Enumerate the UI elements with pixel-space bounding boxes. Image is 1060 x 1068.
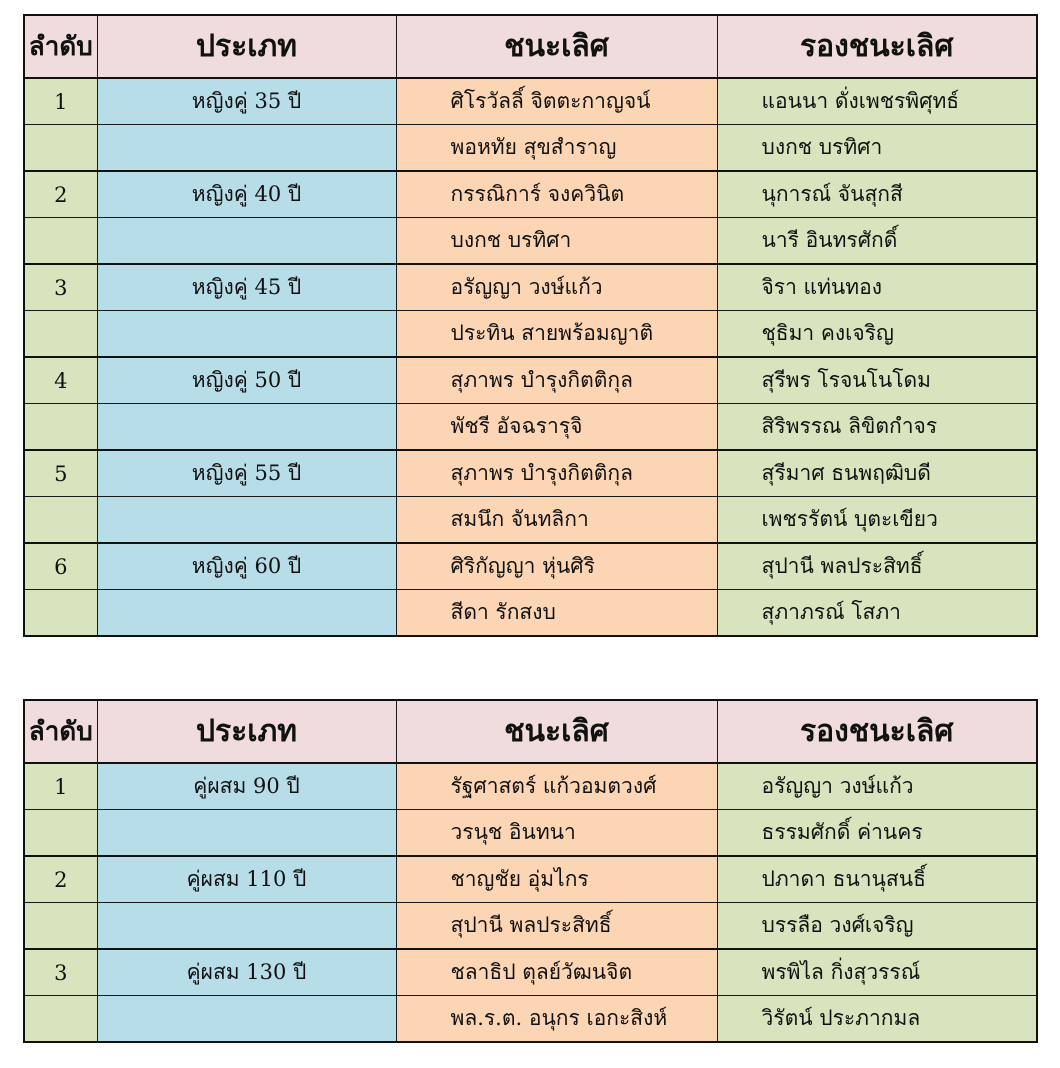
winner-cell: พอหทัย สุขสำราญ [396, 125, 717, 172]
runner-up-cell: นารี อินทรศักดิ์ [717, 218, 1037, 265]
category-cell [97, 125, 396, 172]
category-cell: คู่ผสม 90 ปี [97, 763, 396, 810]
table-row [24, 590, 1037, 637]
table-row [24, 763, 1037, 810]
table-body [24, 763, 1037, 1042]
header-row [24, 700, 1037, 763]
winner-cell: บงกช บรทิศา [396, 218, 717, 265]
order-cell: 3 [24, 264, 97, 311]
table-row [24, 497, 1037, 544]
order-cell [24, 218, 97, 265]
order-cell: 5 [24, 450, 97, 497]
winner-cell: รัฐศาสตร์ แก้วอมตวงศ์ [396, 763, 717, 810]
table-row [24, 450, 1037, 497]
category-cell: คู่ผสม 110 ปี [97, 856, 396, 903]
table-row [24, 125, 1037, 172]
order-cell [24, 404, 97, 451]
category-cell: หญิงคู่ 40 ปี [97, 171, 396, 218]
winner-cell: พัชรี อัจฉรารุจิ [396, 404, 717, 451]
order-cell: 6 [24, 543, 97, 590]
winner-cell: ชาญชัย อุ่มไกร [396, 856, 717, 903]
runner-up-cell: จิรา แท่นทอง [717, 264, 1037, 311]
category-cell [97, 311, 396, 358]
category-cell [97, 996, 396, 1043]
order-cell: 2 [24, 171, 97, 218]
table-row [24, 543, 1037, 590]
header-order: ลำดับ [24, 700, 97, 763]
order-cell [24, 311, 97, 358]
category-cell: หญิงคู่ 55 ปี [97, 450, 396, 497]
header-order: ลำดับ [24, 15, 97, 78]
winner-cell: สมนึก จันทลิกา [396, 497, 717, 544]
table-row [24, 404, 1037, 451]
order-cell [24, 903, 97, 950]
order-cell: 1 [24, 78, 97, 125]
winner-cell: พล.ร.ต. อนุกร เอกะสิงห์ [396, 996, 717, 1043]
runner-up-cell: บรรลือ วงศ์เจริญ [717, 903, 1037, 950]
runner-up-cell: อรัญญา วงษ์แก้ว [717, 763, 1037, 810]
women-doubles-results-table [23, 14, 1038, 637]
winner-cell: สีดา รักสงบ [396, 590, 717, 637]
runner-up-cell: สุปานี พลประสิทธิ์ [717, 543, 1037, 590]
runner-up-cell: วิรัตน์ ประภากมล [717, 996, 1037, 1043]
category-cell [97, 497, 396, 544]
winner-cell: สุภาพร บำรุงกิตติกุล [396, 357, 717, 404]
runner-up-cell: สิริพรรณ ลิขิตกำจร [717, 404, 1037, 451]
table-row [24, 311, 1037, 358]
order-cell [24, 996, 97, 1043]
category-cell [97, 590, 396, 637]
runner-up-cell: เพชรรัตน์ บุตะเขียว [717, 497, 1037, 544]
table-row [24, 264, 1037, 311]
table-row [24, 171, 1037, 218]
table-row [24, 78, 1037, 125]
header-winner: ชนะเลิศ [396, 700, 717, 763]
winner-cell: ศิริกัญญา หุ่นศิริ [396, 543, 717, 590]
runner-up-cell: สุภาภรณ์ โสภา [717, 590, 1037, 637]
order-cell: 4 [24, 357, 97, 404]
runner-up-cell: ชุธิมา คงเจริญ [717, 311, 1037, 358]
winner-cell: ประทิน สายพร้อมญาติ [396, 311, 717, 358]
order-cell [24, 497, 97, 544]
runner-up-cell: สุรีมาศ ธนพฤฒิบดี [717, 450, 1037, 497]
order-cell [24, 590, 97, 637]
table-row [24, 996, 1037, 1043]
order-cell: 2 [24, 856, 97, 903]
header-runner-up: รองชนะเลิศ [717, 15, 1037, 78]
order-cell: 3 [24, 949, 97, 996]
table-row [24, 357, 1037, 404]
runner-up-cell: นุการณ์ จันสุกสี [717, 171, 1037, 218]
winner-cell: อรัญญา วงษ์แก้ว [396, 264, 717, 311]
category-cell [97, 218, 396, 265]
winner-cell: สุปานี พลประสิทธิ์ [396, 903, 717, 950]
runner-up-cell: สุรีพร โรจนโนโดม [717, 357, 1037, 404]
category-cell [97, 903, 396, 950]
header-category: ประเภท [97, 700, 396, 763]
category-cell [97, 810, 396, 857]
winner-cell: ชลาธิป ตุลย์วัฒนจิต [396, 949, 717, 996]
runner-up-cell: พรพิไล กิ่งสุวรรณ์ [717, 949, 1037, 996]
mixed-doubles-results-table [23, 699, 1038, 1043]
table-row [24, 903, 1037, 950]
header-category: ประเภท [97, 15, 396, 78]
order-cell: 1 [24, 763, 97, 810]
table-body [24, 78, 1037, 636]
category-cell: หญิงคู่ 45 ปี [97, 264, 396, 311]
order-cell [24, 125, 97, 172]
category-cell: หญิงคู่ 60 ปี [97, 543, 396, 590]
category-cell: หญิงคู่ 35 ปี [97, 78, 396, 125]
header-runner-up: รองชนะเลิศ [717, 700, 1037, 763]
winner-cell: สุภาพร บำรุงกิตติกุล [396, 450, 717, 497]
category-cell [97, 404, 396, 451]
order-cell [24, 810, 97, 857]
table-row [24, 810, 1037, 857]
header-winner: ชนะเลิศ [396, 15, 717, 78]
category-cell: หญิงคู่ 50 ปี [97, 357, 396, 404]
winner-cell: กรรณิการ์ จงควินิต [396, 171, 717, 218]
header-row [24, 15, 1037, 78]
runner-up-cell: บงกช บรทิศา [717, 125, 1037, 172]
table-row [24, 949, 1037, 996]
runner-up-cell: ธรรมศักดิ์ ค่านคร [717, 810, 1037, 857]
table-row [24, 218, 1037, 265]
winner-cell: วรนุช อินทนา [396, 810, 717, 857]
runner-up-cell: แอนนา ดั่งเพชรพิศุทธ์ [717, 78, 1037, 125]
category-cell: คู่ผสม 130 ปี [97, 949, 396, 996]
winner-cell: ศิโรวัลลิ์ จิตตะกาญจน์ [396, 78, 717, 125]
table-row [24, 856, 1037, 903]
runner-up-cell: ปภาดา ธนานุสนธิ์ [717, 856, 1037, 903]
